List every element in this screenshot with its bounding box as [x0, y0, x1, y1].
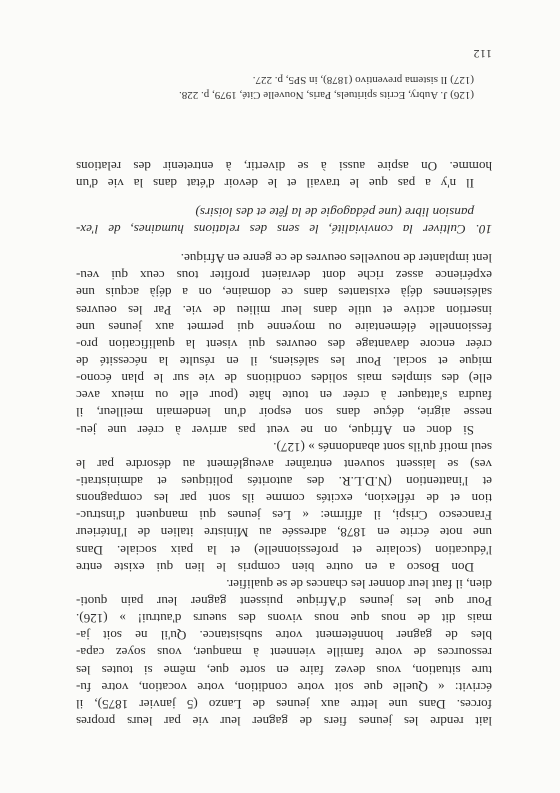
text-line: mique et social. Pour les salésiens, il en résulte la nécessité de [76, 354, 492, 370]
text-line: fessionnelle élémentaire ou moyenne qui permet aux jeunes une [76, 319, 492, 335]
text-line: ture situation, vous devez faire en sorte que, même si toutes les [76, 662, 492, 678]
text-line: dien, il faut leur donner les chances de se qualifier. [226, 576, 492, 592]
text-line: salésiennes déjà existantes dans ce domaine, on a déjà acquis une [76, 285, 492, 301]
text-line: Francesco Crispi, il affirme: « Les jeunes qui manquent d'instruc- [76, 508, 492, 524]
footnotes [76, 72, 492, 102]
text-line: écrivit: « Quelle que soit votre condition, votre vocation, votre fu- [76, 679, 492, 695]
text-line: bles de gagner honnêtement votre subsistance. Qu'il ne soit ja- [76, 628, 492, 644]
footnote: (127) Il sistema preventivo (1878), in SP5, p. 227. [252, 74, 474, 86]
section-heading [76, 204, 492, 238]
heading-line: pansion libre (une pédagogie de la fête et des loisirs) [195, 204, 474, 220]
text-line: et l'inattention (N.D.L.R. des autorités politiques et administrati- [76, 474, 492, 490]
paragraph-4 [76, 158, 492, 192]
text-line: Il n'y a pas que le travail et le devoir d'état dans la vie d'un [76, 175, 474, 191]
text-line: faudra s'attaquer à créer en toute hâte (pour elle ou mieux avec [76, 388, 492, 404]
text-line: tion et de réflexion, excités comme ils sont par les compagnons [76, 491, 492, 507]
text-line: nesse aigrie, déçue dans son espoir d'un lendemain meilleur, il [76, 405, 492, 421]
section-gap [76, 192, 492, 204]
body-text [76, 158, 492, 731]
text-line: lent implanter de nouvelles oeuvres de ce genre en Afrique. [180, 251, 492, 267]
text-line: créer encore davantage des oeuvres qui visent la qualification pro- [76, 336, 492, 352]
text-line: l'éducation (scolaire et professionnelle) et la paix sociale. Dans [76, 542, 492, 558]
paragraph-2 [76, 439, 492, 576]
text-line: Don Bosco a en outre bien compris le lien qui existe entre [76, 559, 474, 575]
text-line: homme. On aspire aussi à se divertir, à entretenir des relations [76, 158, 492, 174]
text-line: lait rendre les jeunes fiers de gagner leur vie par leurs propres [76, 714, 492, 729]
paragraph-1 [76, 576, 492, 730]
text-line: seul motif qu'ils sont abandonnés » (127). [273, 439, 492, 455]
text-line: elle) des simples mais solides conditions de vie sur le plan écono- [76, 371, 492, 387]
text-line: Si donc en Afrique, on ne veut pas arriver à créer une jeu- [76, 422, 474, 438]
text-line: expérience assez riche dont devraient profiter tous ceux qui veu- [76, 268, 492, 284]
text-line: insertion active et utile dans leur milieu de vie. Par les oeuvres [76, 302, 492, 318]
heading-line: 10. Cultiver la convivialité, le sens des relations humaines, de l'ex- [76, 222, 492, 238]
text-line: forces. Dans une lettre aux jeunes de Lanzo (5 janvier 1875), il [76, 696, 492, 712]
page-number: 112 [472, 47, 492, 61]
text-line: mais dit de nous que nous vivons des sueurs d'autrui! » (126). [76, 611, 492, 627]
text-line: ressources de votre famille viennent à manquer, vous soyez capa- [76, 645, 492, 661]
text-line: ves) se laissent souvent entraîner aveuglément au désordre par le [76, 456, 492, 472]
paragraph-3 [76, 250, 492, 439]
text-line: une note écrite en 1878, adressée au Ministre italien de l'Intérieur [76, 525, 492, 541]
text-line: Pour que les jeunes d'Afrique puissent gagner leur pain quoti- [76, 594, 492, 610]
section-gap [76, 238, 492, 250]
footnote: (126) J. Aubry, Ecrits spirituels, Paris, Nouvelle Cité, 1979, p. 228. [178, 89, 474, 101]
